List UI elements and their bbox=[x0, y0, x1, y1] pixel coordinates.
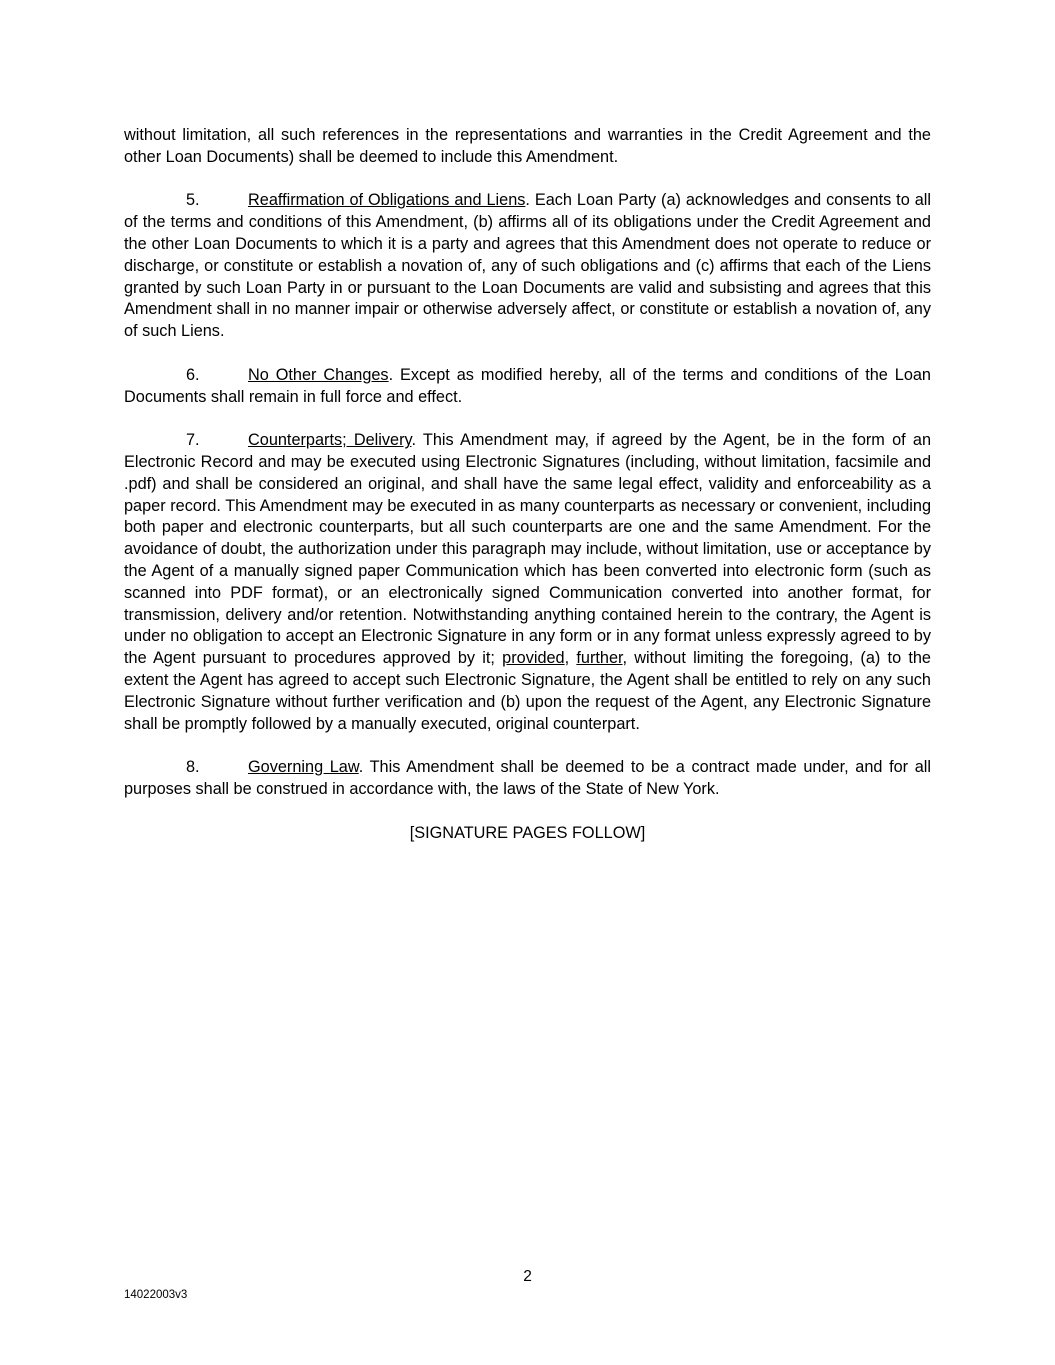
section-7-text-after: , without limiting the foregoing, (a) to the extent the Agent has agreed to accept such Electronic Signature, the Agent shall be entitled to rely on any such Electronic Signature without further verification and (b) upon the request of the Agent, any Electronic Signature shall be promptly followed by a manually executed, original counterpart. bbox=[124, 649, 931, 733]
section-7-separator: , bbox=[564, 649, 577, 668]
section-8-number: 8. bbox=[186, 758, 200, 777]
section-6-text: . Except as modified hereby, all of the terms and conditions of the Loan Documents shall remain in full force and effect. bbox=[124, 365, 931, 406]
section-8-paragraph bbox=[124, 757, 931, 801]
section-6-paragraph bbox=[124, 365, 931, 409]
section-8-heading: Governing Law bbox=[248, 758, 359, 777]
section-6-number: 6. bbox=[186, 365, 200, 384]
section-7-paragraph bbox=[124, 430, 931, 735]
section-6-heading: No Other Changes bbox=[248, 365, 389, 384]
document-body bbox=[124, 125, 931, 866]
section-5-heading: Reaffirmation of Obligations and Liens bbox=[248, 191, 526, 210]
section-7-provided: provided bbox=[502, 649, 565, 668]
section-8-text: . This Amendment shall be deemed to be a contract made under, and for all purposes shall be construed in accordance with, the laws of the State of New York. bbox=[124, 758, 931, 798]
section-7-text: . This Amendment may, if agreed by the Agent, be in the form of an Electronic Record and may be executed using Electronic Signatures (including, without limitation, facsimile and .pdf) and shall be considered an original, and shall have the same legal effect, validity and enforceability as a paper record. This Amendment may be executed in as many counterparts as necessary or convenient, including both paper and electronic counterparts, but all such counterparts are one and the same Amendment. For the avoidance of doubt, the authorization under this paragraph may include, without limitation, use or acceptance by the Agent of a manually signed paper Communication which has been converted into electronic form (such as scanned into PDF format), or an electronically signed Communication converted into another format, for transmission, delivery and/or retention. Notwithstanding anything contained herein to the contrary, the Agent is under no obligation to accept an Electronic Signature in any form or in any format unless expressly agreed to by the Agent pursuant to procedures approved by it; bbox=[124, 431, 931, 668]
document-id: 14022003v3 bbox=[124, 1289, 188, 1301]
section-7-number: 7. bbox=[186, 431, 200, 450]
signature-pages-note: [SIGNATURE PAGES FOLLOW] bbox=[409, 823, 646, 842]
continuation-paragraph: without limitation, all such references in the representations and warranties in the Credit Agreement and the other Loan Documents) shall be deemed to include this Amendment. bbox=[124, 126, 931, 166]
section-7-further: further bbox=[576, 649, 623, 668]
section-5-paragraph bbox=[124, 190, 931, 343]
section-5-number: 5. bbox=[186, 191, 200, 210]
section-7-heading: Counterparts; Delivery bbox=[248, 431, 412, 450]
page-number: 2 bbox=[523, 1268, 532, 1285]
section-5-text: . Each Loan Party (a) acknowledges and consents to all of the terms and conditions of this Amendment, (b) affirms all of its obligations under the Credit Agreement and the other Loan Documents to which it is a party and agrees that this Amendment does not operate to reduce or discharge, or constitute or establish a novation of, any of such obligations and (c) affirms that each of the Liens granted by such Loan Party in or pursuant to the Loan Documents are valid and subsisting and agrees that this Amendment shall in no manner impair or otherwise adversely affect, or constitute or establish a novation of, any of such Liens. bbox=[124, 191, 931, 341]
